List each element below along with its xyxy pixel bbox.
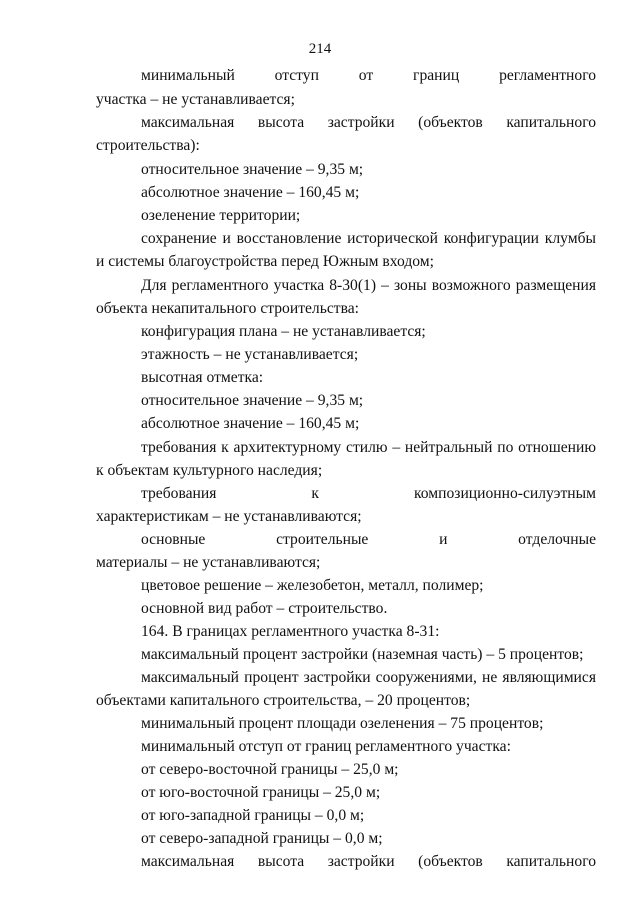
text-line: основной вид работ – строительство.	[141, 600, 388, 617]
text-line: сохранение и восстановление исторической конфигурации клумбы	[141, 230, 596, 247]
text-line: от юго-восточной границы – 25,0 м;	[141, 784, 381, 801]
text-line: основные строительные и отделочные	[141, 531, 596, 548]
text-line: высотная отметка:	[141, 369, 264, 386]
text-line: материалы – не устанавливаются;	[96, 554, 321, 571]
text-line: от северо-восточной границы – 25,0 м;	[141, 761, 399, 778]
text-line: строительства):	[96, 137, 200, 154]
text-line: максимальная высота застройки (объектов капитального	[141, 114, 596, 131]
text-line: относительное значение – 9,35 м;	[141, 161, 364, 178]
text-line: этажность – не устанавливается;	[141, 346, 359, 363]
text-line: объектами капитального строительства, – 20 процентов;	[96, 692, 471, 709]
text-line: максимальный процент застройки сооружениями, не являющимися	[141, 669, 596, 686]
text-line: минимальный отступ от границ регламентного	[141, 67, 596, 84]
text-line: цветовое решение – железобетон, металл, полимер;	[141, 577, 484, 594]
text-line: минимальный процент площади озеленения – 75 процентов;	[141, 715, 544, 732]
text-line: требования к архитектурному стилю – нейтральный по отношению	[141, 439, 596, 456]
text-line: относительное значение – 9,35 м;	[141, 392, 364, 409]
text-line: и системы благоустройства перед Южным входом;	[96, 253, 434, 270]
text-line: абсолютное значение – 160,45 м;	[141, 184, 360, 201]
text-line: характеристикам – не устанавливаются;	[96, 508, 362, 525]
text-line: от северо-западной границы – 0,0 м;	[141, 830, 383, 847]
text-line: 164. В границах регламентного участка 8-31:	[141, 623, 440, 640]
text-line: требования к композиционно-силуэтным	[141, 485, 596, 502]
text-line: объекта некапитального строительства:	[96, 300, 359, 317]
text-line: максимальный процент застройки (наземная часть) – 5 процентов;	[141, 646, 584, 663]
page-number: 214	[308, 41, 332, 57]
text-line: от юго-западной границы – 0,0 м;	[141, 807, 365, 824]
text-line: к объектам культурного наследия;	[96, 462, 323, 479]
text-line: абсолютное значение – 160,45 м;	[141, 415, 360, 432]
text-line: участка – не устанавливается;	[96, 91, 295, 108]
text-line: озеленение территории;	[141, 207, 301, 224]
text-line: конфигурация плана – не устанавливается;	[141, 323, 426, 340]
text-line: минимальный отступ от границ регламентного участка:	[141, 738, 511, 755]
text-line: максимальная высота застройки (объектов капитального	[141, 853, 596, 870]
text-line: Для регламентного участка 8-30(1) – зоны возможного размещения	[141, 277, 596, 294]
